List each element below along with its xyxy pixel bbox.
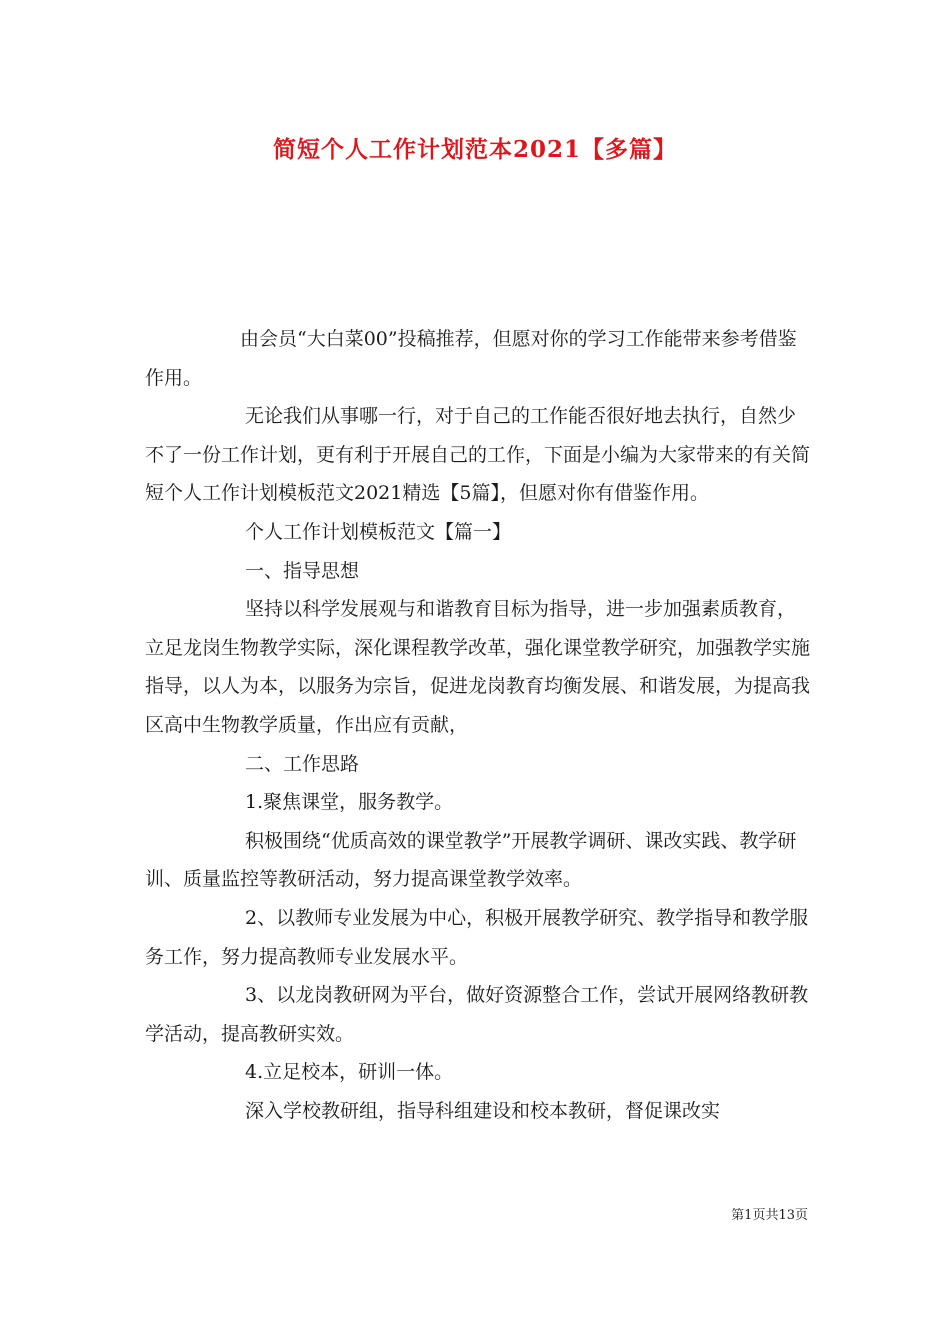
- paragraph-classroom: 积极围绕“优质高效的课堂教学”开展教学调研、课改实践、教学研训、质量监控等教研活动，努力提高课堂教学效率。: [145, 829, 797, 891]
- paragraph-school-research: 深入学校教研组，指导科组建设和校本教研，督促课改实: [245, 1099, 721, 1122]
- list-item-1: 1.聚焦课堂，服务教学。: [245, 791, 454, 814]
- list-item-2: 2、以教师专业发展为中心，积极开展教学研究、教学指导和教学服务工作，努力提高教师专业发展水平。: [145, 906, 809, 968]
- page-number-footer: 第1页共13页: [731, 1208, 808, 1223]
- page-title: 简短个人工作计划范本2021【多篇】: [272, 136, 677, 163]
- paragraph-guiding-ideology: 坚持以科学发展观与和谐教育目标为指导，进一步加强素质教育，立足龙岗生物教学实际，深化课程教学改革，强化课堂教学研究，加强教学实施指导，以人为本，以服务为宗旨，促进龙岗教育均衡发展、和谐发展，为提高我区高中生物教学质量，作出应有贡献，: [145, 598, 811, 736]
- paragraph-intro: 由会员“大白菜00”投稿推荐，但愿对你的学习工作能带来参考借鉴作用。: [145, 328, 797, 389]
- list-item-3: 3、以龙岗教研网为平台，做好资源整合工作，尝试开展网络教研教学活动，提高教研实效。: [145, 984, 809, 1045]
- document-body: [145, 320, 813, 1130]
- section-heading-work-ideas: 二、工作思路: [245, 752, 360, 775]
- paragraph-preface: 无论我们从事哪一行，对于自己的工作能否很好地去执行，自然少不了一份工作计划，更有利于开展自己的工作，下面是小编为大家带来的有关简短个人工作计划模板范文2021精选【5篇】，但愿对你有借鉴作用。: [145, 405, 811, 505]
- list-item-4: 4.立足校本，研训一体。: [245, 1061, 454, 1084]
- section-heading-guiding-ideology: 一、指导思想: [245, 559, 360, 582]
- section-heading-part1: 个人工作计划模板范文【篇一】: [245, 520, 512, 543]
